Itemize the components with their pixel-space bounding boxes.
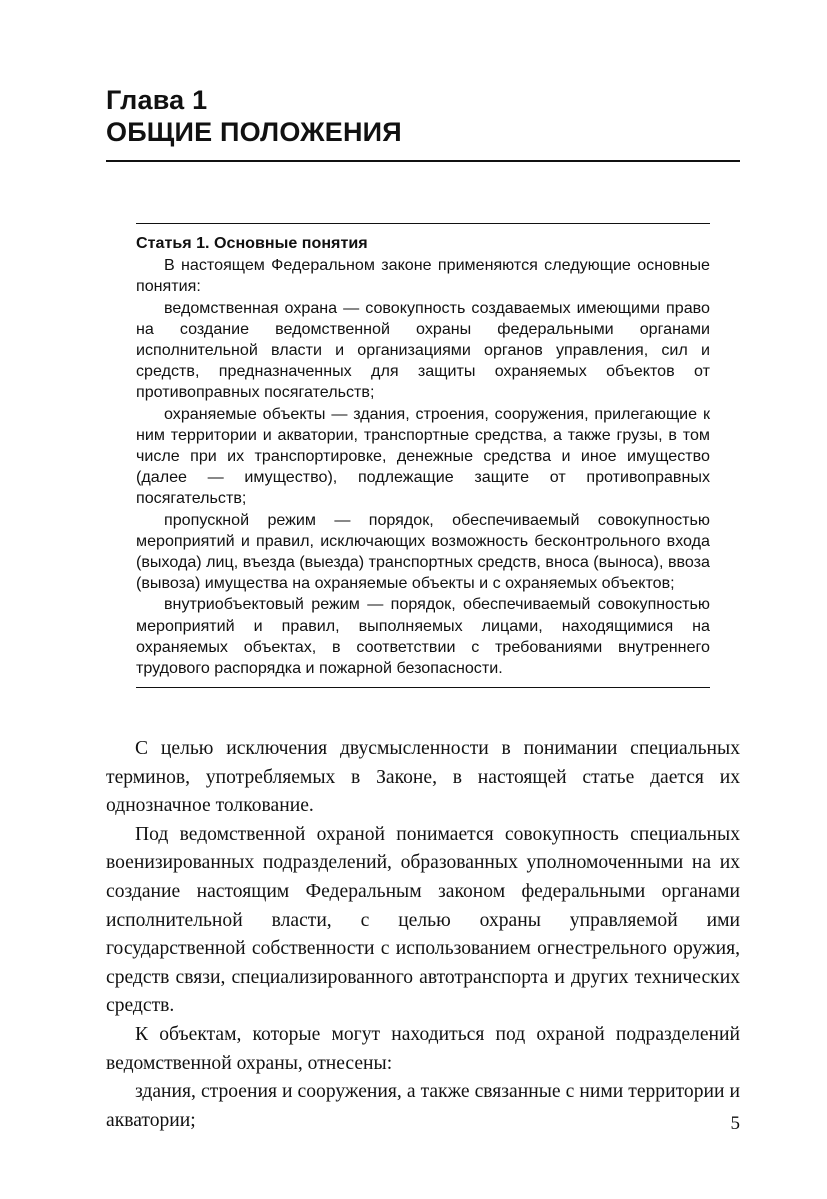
chapter-divider [106, 160, 740, 162]
article-paragraph: охраняемые объекты — здания, строения, сооружения, прилегающие к ним территории и акватории, транспортные средства, а также грузы, в том числе при их транспортировке, денежные средства и иное имущество (далее — имущество), подлежащие защите от противоправных посягательств; [136, 404, 710, 508]
chapter-title: ОБЩИЕ ПОЛОЖЕНИЯ [106, 117, 402, 147]
article-paragraph: В настоящем Федеральном законе применяются следующие основные понятия: [136, 256, 710, 296]
page-number: 5 [730, 1113, 740, 1134]
commentary-paragraph: С целью исключения двусмысленности в понимании специальных терминов, употребляемых в Законе, в настоящей статье дается их однозначное толкование. [106, 738, 740, 817]
article-box [136, 223, 710, 688]
commentary-paragraph: здания, строения и сооружения, а также связанные с ними территории и акватории; [106, 1081, 740, 1131]
article-paragraph: внутриобъектовый режим — порядок, обеспечиваемый совокупностью мероприятий и правил, выполняемых лицами, находящимися на охраняемых объектах, в соответствии с требованиями внутреннего трудового распорядка и пожарной безопасности. [136, 595, 710, 678]
article-title: Статья 1. Основные понятия [136, 234, 368, 252]
commentary-paragraph: Под ведомственной охраной понимается совокупность специальных военизированных подразделений, образованных уполномоченными на их создание настоящим Федеральным законом федеральными органами исполнительной власти, с целью охраны управляемой ими государственной собственности с использованием огнестрельного оружия, средств связи, специализированного автотранспорта и других технических средств. [106, 823, 740, 1017]
chapter-label: Глава 1 [106, 85, 208, 115]
article-paragraph: ведомственная охрана — совокупность создаваемых имеющими право на создание ведомственной охраны федеральными органами исполнительной власти и организациями органов управления, сил и средств, предназначенных для защиты охраняемых объектов от противоправных посягательств; [136, 298, 710, 402]
commentary-paragraph: К объектам, которые могут находиться под охраной подразделений ведомственной охраны, отнесены: [106, 1023, 740, 1074]
article-paragraph: пропускной режим — порядок, обеспечиваемый совокупностью мероприятий и правил, исключающих возможность бесконтрольного входа (выхода) лиц, въезда (выезда) транспортных средств, вноса (выноса), ввоза (вывоза) имущества на охраняемые объекты и с охраняемых объектов; [136, 510, 710, 593]
chapter-header [106, 84, 740, 148]
commentary-text [106, 735, 740, 1135]
